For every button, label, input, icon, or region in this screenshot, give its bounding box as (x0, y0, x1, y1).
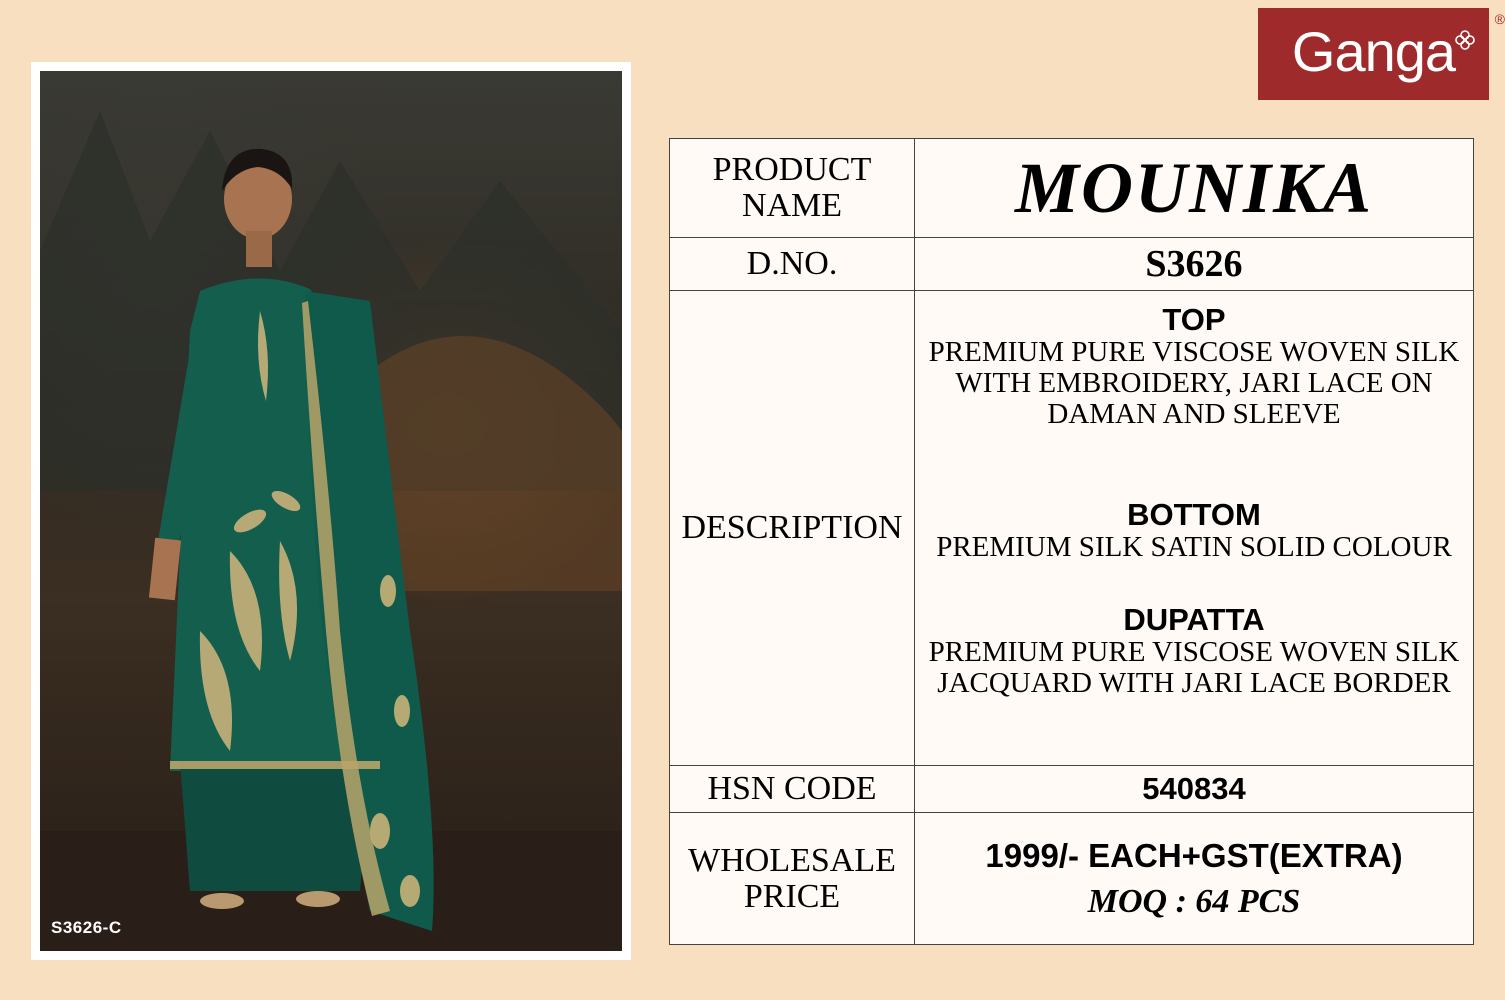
product-name-value: MOUNIKA (915, 139, 1474, 238)
hsn-label: HSN CODE (670, 766, 915, 813)
row-product-name (670, 139, 1474, 238)
top-text: PREMIUM PURE VISCOSE WOVEN SILK WITH EMBROIDERY, JARI LACE ON DAMAN AND SLEEVE (928, 336, 1460, 431)
photo-design-code: S3626-C (51, 918, 122, 937)
hsn-value: 540834 (915, 766, 1474, 813)
bottom-heading: BOTTOM (1127, 497, 1261, 533)
product-name-label: PRODUCT NAME (670, 139, 915, 238)
brand-logo (1258, 8, 1505, 100)
description-value (915, 291, 1474, 766)
product-photo-frame (31, 62, 631, 960)
model-illustration (40, 71, 622, 951)
product-photo (40, 71, 622, 951)
price-label: WHOLESALE PRICE (670, 813, 915, 945)
row-design-number (670, 238, 1474, 291)
row-hsn-code (670, 766, 1474, 813)
flower-icon (1455, 30, 1475, 50)
registered-mark: ® (1494, 11, 1505, 27)
row-description (670, 291, 1474, 766)
top-heading: TOP (1162, 302, 1226, 337)
price-value: 1999/- EACH+GST(EXTRA) (985, 836, 1403, 874)
moq-value: MOQ : 64 PCS (1087, 882, 1301, 920)
product-spec-table (669, 138, 1474, 945)
bottom-text: PREMIUM SILK SATIN SOLID COLOUR (936, 531, 1452, 564)
row-wholesale-price (670, 813, 1474, 945)
brand-logo-text: Ganga (1291, 20, 1456, 83)
price-cell (915, 813, 1474, 945)
dno-label: D.NO. (670, 238, 915, 291)
dupatta-text: PREMIUM PURE VISCOSE WOVEN SILK JACQUARD WITH JARI LACE BORDER (928, 636, 1460, 700)
dupatta-heading: DUPATTA (1123, 602, 1265, 638)
dno-value: S3626 (915, 238, 1474, 291)
description-label: DESCRIPTION (670, 291, 915, 766)
